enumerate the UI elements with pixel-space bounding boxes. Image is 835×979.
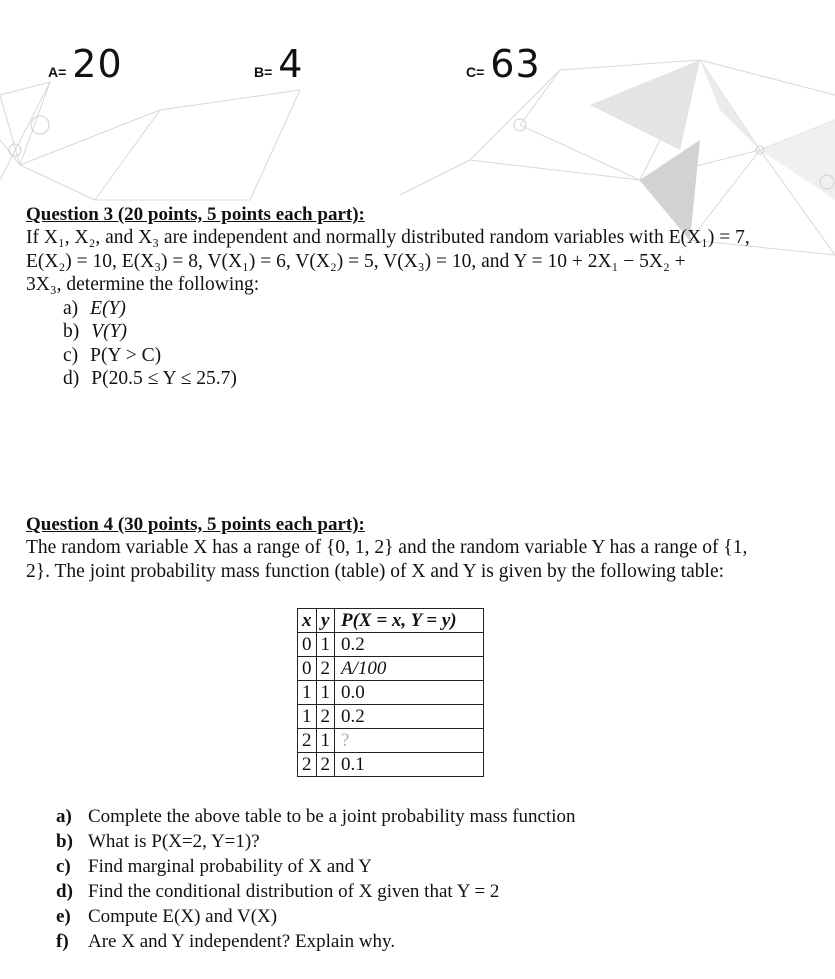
question-3-line-1: If X₁, X₂, and X₃ are independent and normally distributed random variables with E(X₁) = 7, — [26, 227, 750, 248]
header-probability: P(X = x, Y = y) — [335, 609, 484, 633]
table-header-row — [298, 609, 484, 633]
part-label: f) — [56, 931, 69, 952]
cell-p: 0.2 — [335, 705, 484, 729]
header-a — [48, 42, 123, 86]
b-label: B= — [254, 64, 273, 80]
question-3-title: Question 3 (20 points, 5 points each part): — [26, 204, 365, 225]
question-4-line-1: The random variable X has a range of {0, 1, 2} and the random variable Y has a range of {1, — [26, 537, 748, 558]
cell-x: 2 — [298, 753, 317, 777]
part-text: Complete the above table to be a joint probability mass function — [88, 806, 576, 827]
c-value: 63 — [490, 42, 541, 86]
cell-y: 1 — [316, 633, 335, 657]
cell-p-unknown: ? — [335, 729, 484, 753]
header-x: x — [298, 609, 317, 633]
cell-x: 2 — [298, 729, 317, 753]
list-item — [63, 320, 826, 344]
cell-p: A/100 — [335, 657, 484, 681]
question-4-line-2: 2}. The joint probability mass function (table) of X and Y is given by the following table: — [26, 560, 725, 582]
part-label: d) — [56, 881, 73, 902]
part-text: Compute E(X) and V(X) — [88, 906, 278, 927]
cell-x: 0 — [298, 633, 317, 657]
pmf-table — [297, 608, 484, 777]
a-label: A= — [48, 64, 67, 80]
question-4-title: Question 4 (30 points, 5 points each part): — [26, 514, 365, 535]
list-item — [63, 297, 826, 321]
cell-y: 1 — [316, 729, 335, 753]
cell-y: 2 — [316, 657, 335, 681]
header-y: y — [316, 609, 335, 633]
list-item — [56, 904, 816, 929]
cell-y: 2 — [316, 753, 335, 777]
list-item — [63, 344, 826, 368]
part-text: E(Y) — [90, 297, 126, 319]
part-text: What is P(X=2, Y=1)? — [88, 831, 260, 852]
list-item — [56, 879, 816, 904]
question-3-line-3: 3X₃, determine the following: — [26, 274, 260, 295]
list-item — [63, 367, 826, 391]
cell-y: 1 — [316, 681, 335, 705]
part-text: Are X and Y independent? Explain why. — [88, 931, 396, 952]
pmf-table-wrapper — [297, 608, 484, 777]
cell-x: 1 — [298, 705, 317, 729]
header-b — [254, 42, 303, 86]
part-label: c) — [63, 344, 79, 366]
part-text: V(Y) — [91, 321, 127, 342]
question-3-line-2: E(X₂) = 10, E(X₃) = 8, V(X₁) = 6, V(X₂) = 5, V(X₃) = 10, and Y = 10 + 2X₁ − 5X₂ + — [26, 250, 686, 272]
part-label: b) — [56, 831, 73, 852]
table-row — [298, 729, 484, 753]
cell-y: 2 — [316, 705, 335, 729]
question-4 — [26, 514, 826, 583]
part-text: P(Y > C) — [90, 344, 162, 366]
cell-p: 0.1 — [335, 753, 484, 777]
part-text: P(20.5 ≤ Y ≤ 25.7) — [91, 368, 237, 389]
list-item — [56, 829, 816, 854]
list-item — [56, 804, 816, 829]
cell-x: 0 — [298, 657, 317, 681]
table-row — [298, 705, 484, 729]
part-label: e) — [56, 906, 71, 927]
list-item — [56, 929, 816, 954]
question-3 — [26, 204, 826, 391]
cell-p: 0.2 — [335, 633, 484, 657]
list-item — [56, 854, 816, 879]
table-row — [298, 633, 484, 657]
c-label: C= — [466, 64, 485, 80]
cell-x: 1 — [298, 681, 317, 705]
part-label: a) — [63, 297, 79, 319]
table-row — [298, 681, 484, 705]
table-row — [298, 753, 484, 777]
part-text: Find the conditional distribution of X given that Y = 2 — [88, 881, 500, 902]
part-label: b) — [63, 321, 80, 342]
part-label: c) — [56, 856, 71, 877]
cell-p: 0.0 — [335, 681, 484, 705]
part-text: Find marginal probability of X and Y — [88, 856, 372, 877]
b-value: 4 — [278, 42, 304, 86]
question-3-parts — [63, 297, 826, 391]
a-value: 20 — [72, 42, 123, 86]
question-4-parts-wrapper — [56, 804, 816, 954]
table-row — [298, 657, 484, 681]
part-label: d) — [63, 368, 80, 389]
header-c — [466, 42, 541, 86]
question-4-parts — [56, 804, 816, 954]
part-label: a) — [56, 806, 72, 827]
